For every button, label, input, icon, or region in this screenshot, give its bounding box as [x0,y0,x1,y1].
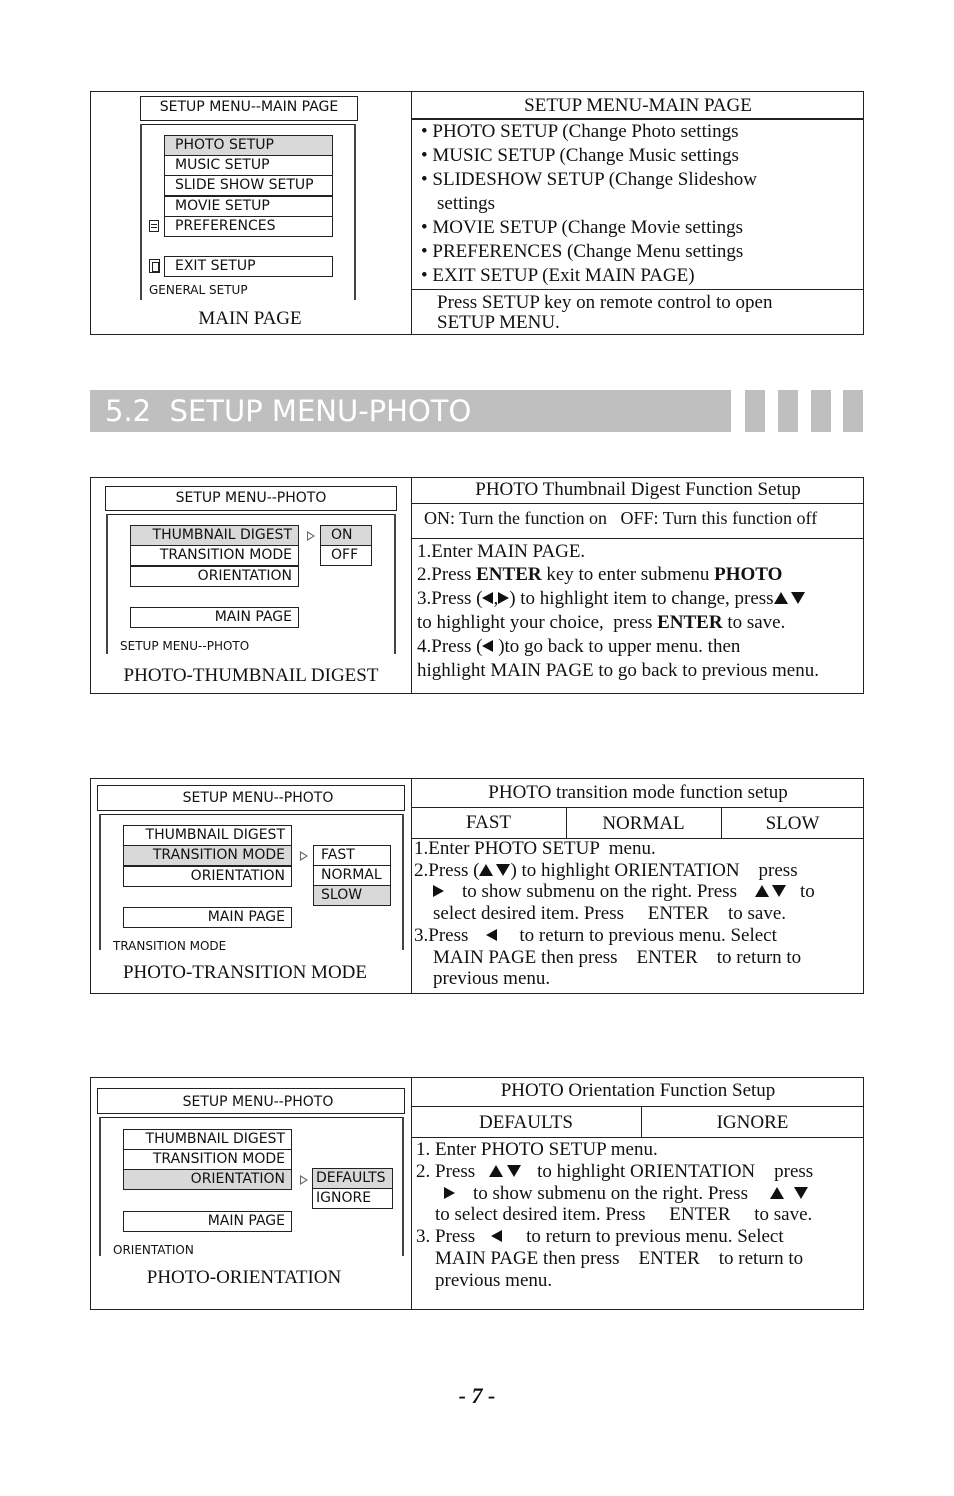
submenu-pointer-icon [300,1175,308,1185]
menu-item-orientation[interactable]: ORIENTATION [123,1169,292,1190]
transition-step-3 [414,925,777,947]
bullet-exit-setup: • EXIT SETUP (Exit MAIN PAGE) [421,265,695,286]
submenu-pointer-icon [307,531,315,541]
exit-icon [149,259,160,273]
main-page-screen-footer: GENERAL SETUP [149,283,248,297]
thumbnail-screen-title: SETUP MENU--PHOTO [175,490,327,506]
thumbnail-desc-title-rule [411,503,864,504]
orientation-step-2-d: to select desired item. Press ENTER to save. [435,1204,813,1225]
section-header-block-1 [745,390,765,432]
orientation-step-1: 1. Enter PHOTO SETUP menu. [416,1139,658,1160]
thumbnail-step-2 [417,564,782,586]
bullet-photo-setup: • PHOTO SETUP (Change Photo settings [421,121,739,142]
thumbnail-step-4-cont: highlight MAIN PAGE to go back to previous menu. [417,660,819,681]
transition-step-3-a: 3.Press [414,925,469,946]
orientation-step-3-b: to return to previous menu. Select [526,1226,784,1247]
orientation-step-2 [416,1161,813,1183]
menu-item-transition-mode[interactable]: TRANSITION MODE [130,545,299,566]
thumbnail-screen-left-border [106,514,108,654]
transition-screen-right-border [402,814,404,950]
main-page-screen-left-border [140,124,142,300]
main-page-screen-title: SETUP MENU--MAIN PAGE [159,99,339,115]
orientation-screen-title: SETUP MENU--PHOTO [182,1094,334,1110]
up-arrow-icon [774,592,788,604]
menu-item-thumbnail-digest[interactable]: THUMBNAIL DIGEST [123,825,292,846]
transition-col-fast: FAST [465,812,512,833]
left-arrow-icon [482,640,493,652]
thumbnail-screen-footer: SETUP MENU--PHOTO [120,639,250,653]
thumbnail-caption: PHOTO-THUMBNAIL DIGEST [123,665,379,686]
up-arrow-icon [489,1165,503,1177]
transition-divider [411,778,412,994]
orientation-step-2-b: to highlight ORIENTATION press [537,1161,814,1182]
thumbnail-step-3-c: ) to highlight item to change, press [509,588,774,609]
main-page-note-1: Press SETUP key on remote control to open [437,292,773,313]
up-arrow-icon [755,885,769,897]
orientation-step-2-cont [444,1183,808,1205]
transition-screen-title: SETUP MENU--PHOTO [182,790,334,806]
menu-item-orientation[interactable]: ORIENTATION [123,866,292,887]
transition-desc-title-rule [411,807,864,808]
down-arrow-icon [791,592,805,604]
orientation-step-2-c: to show submenu on the right. Press [473,1183,748,1204]
thumbnail-step-2-photo: PHOTO [714,564,783,585]
section-header-block-4 [843,390,863,432]
orientation-caption: PHOTO-ORIENTATION [146,1267,342,1288]
menu-item-music-setup[interactable]: MUSIC SETUP [164,155,333,176]
menu-item-preferences[interactable]: PREFERENCES [164,216,333,237]
transition-screen-top-rule [101,814,402,815]
orientation-step-3 [416,1226,784,1248]
option-on[interactable]: ON [320,525,372,546]
thumbnail-step-3-a: 3.Press ( [417,588,483,609]
orientation-screen-top-rule [101,1117,402,1118]
bullet-preferences: • PREFERENCES (Change Menu settings [421,241,744,262]
main-page-divider [411,91,412,335]
menu-item-main-page[interactable]: MAIN PAGE [130,607,299,628]
orientation-step-3-c: MAIN PAGE then press ENTER to return to [435,1248,804,1269]
orientation-cols-rule [411,1137,864,1138]
menu-item-main-page[interactable]: MAIN PAGE [123,907,292,928]
transition-step-2-a: 2.Press ( [414,860,480,881]
menu-item-movie-setup[interactable]: MOVIE SETUP [164,196,333,217]
orientation-step-3-a: 3. Press [416,1226,476,1247]
option-defaults[interactable]: DEFAULTS [312,1168,393,1189]
option-slow[interactable]: SLOW [313,885,391,906]
thumbnail-step-3-d: to highlight your choice, press [417,612,658,633]
transition-caption: PHOTO-TRANSITION MODE [122,962,367,983]
left-arrow-icon [491,1230,502,1242]
menu-item-thumbnail-digest[interactable]: THUMBNAIL DIGEST [123,1129,292,1150]
orientation-col-defaults: DEFAULTS [479,1112,573,1133]
transition-step-2-d: to [799,881,815,902]
preferences-icon [149,220,159,232]
menu-item-photo-setup[interactable]: PHOTO SETUP [164,135,333,156]
thumbnail-step-4-b: )to go back to upper menu. then [493,636,741,657]
right-arrow-icon [433,885,444,897]
menu-item-transition-mode[interactable]: TRANSITION MODE [123,845,292,866]
option-fast[interactable]: FAST [313,845,391,866]
orientation-screen-left-border [99,1117,101,1256]
bullet-music-setup: • MUSIC SETUP (Change Music settings [421,145,739,166]
down-arrow-icon [507,1165,521,1177]
thumbnail-step-4 [417,636,740,658]
transition-step-2-c: to show submenu on the right. Press [462,881,737,902]
menu-item-thumbnail-digest[interactable]: THUMBNAIL DIGEST [130,525,299,546]
down-arrow-icon [794,1187,808,1199]
orientation-col-ignore: IGNORE [716,1112,789,1133]
orientation-screen-right-border [402,1117,404,1256]
thumbnail-step-2-c: key to enter submenu [541,564,715,585]
thumbnail-step-3-enter: ENTER [657,612,723,633]
main-page-desc-title-rule [411,118,864,120]
thumbnail-step-3-b: , [493,588,499,609]
left-arrow-icon [482,592,493,604]
up-arrow-icon [770,1187,784,1199]
up-arrow-icon [479,864,493,876]
option-off[interactable]: OFF [320,545,372,566]
orientation-screen-footer: ORIENTATION [113,1243,194,1257]
main-page-screen-top-rule [142,124,354,125]
menu-item-slide-show-setup[interactable]: SLIDE SHOW SETUP [164,175,333,196]
thumbnail-desc-sub: ON: Turn the function on OFF: Turn this function off [424,508,818,528]
option-ignore[interactable]: IGNORE [312,1188,393,1209]
main-page-caption: MAIN PAGE [198,308,302,329]
orientation-step-2-a: 2. Press [416,1161,476,1182]
page-number: - 7 - [458,1383,496,1408]
right-arrow-icon [498,592,509,604]
main-page-desc-title: SETUP MENU-MAIN PAGE [524,95,752,116]
thumbnail-step-2-enter: ENTER [476,564,542,585]
menu-item-transition-mode[interactable]: TRANSITION MODE [123,1149,292,1170]
thumbnail-step-4-a: 4.Press ( [417,636,483,657]
menu-item-orientation[interactable]: ORIENTATION [130,566,299,587]
menu-item-main-page[interactable]: MAIN PAGE [123,1211,292,1232]
section-title: 5.2 SETUP MENU-PHOTO [105,394,472,428]
main-page-note-2: SETUP MENU. [437,312,560,333]
transition-step-2 [414,860,798,882]
thumbnail-screen-top-rule [108,514,394,515]
main-page-screen-right-border [354,124,356,300]
transition-screen-left-border [99,814,101,950]
bullet-slideshow-setup: • SLIDESHOW SETUP (Change Slideshow [421,169,757,190]
option-normal[interactable]: NORMAL [313,865,391,886]
thumbnail-step-3-cont [417,612,785,634]
submenu-pointer-icon [300,851,308,861]
down-arrow-icon [772,885,786,897]
thumbnail-divider [411,477,412,694]
thumbnail-desc-sub-rule [411,538,864,539]
section-header-block-2 [778,390,798,432]
thumbnail-desc-title: PHOTO Thumbnail Digest Function Setup [475,479,801,500]
thumbnail-screen-right-border [394,514,396,654]
transition-step-3-b: to return to previous menu. Select [519,925,777,946]
transition-step-3-d: previous menu. [433,968,551,989]
transition-step-2-cont [433,881,815,903]
thumbnail-step-3 [417,588,805,610]
down-arrow-icon [496,864,510,876]
transition-step-1: 1.Enter PHOTO SETUP menu. [414,838,656,859]
left-arrow-icon [486,929,497,941]
thumbnail-step-3-f: to save. [722,612,786,633]
transition-col-normal: NORMAL [602,813,685,834]
transition-step-3-c: MAIN PAGE then press ENTER to return to [433,947,802,968]
thumbnail-step-1: 1.Enter MAIN PAGE. [417,541,586,562]
bullet-slideshow-setup-cont: settings [437,193,496,214]
main-page-note-rule [411,289,864,290]
bullet-movie-setup: • MOVIE SETUP (Change Movie settings [421,217,744,238]
transition-screen-footer: TRANSITION MODE [113,939,227,953]
thumbnail-step-2-a: 2.Press [417,564,477,585]
transition-col-slow: SLOW [765,813,820,834]
menu-item-exit-setup[interactable]: EXIT SETUP [164,256,333,277]
section-header-block-3 [811,390,831,432]
orientation-step-3-d: previous menu. [435,1270,553,1291]
orientation-desc-title-rule [411,1106,864,1107]
transition-step-2-b: ) to highlight ORIENTATION press [510,860,798,881]
transition-desc-title: PHOTO transition mode function setup [488,782,788,803]
orientation-desc-title: PHOTO Orientation Function Setup [500,1080,776,1101]
right-arrow-icon [444,1187,455,1199]
transition-step-2-e: select desired item. Press ENTER to save. [433,903,787,924]
